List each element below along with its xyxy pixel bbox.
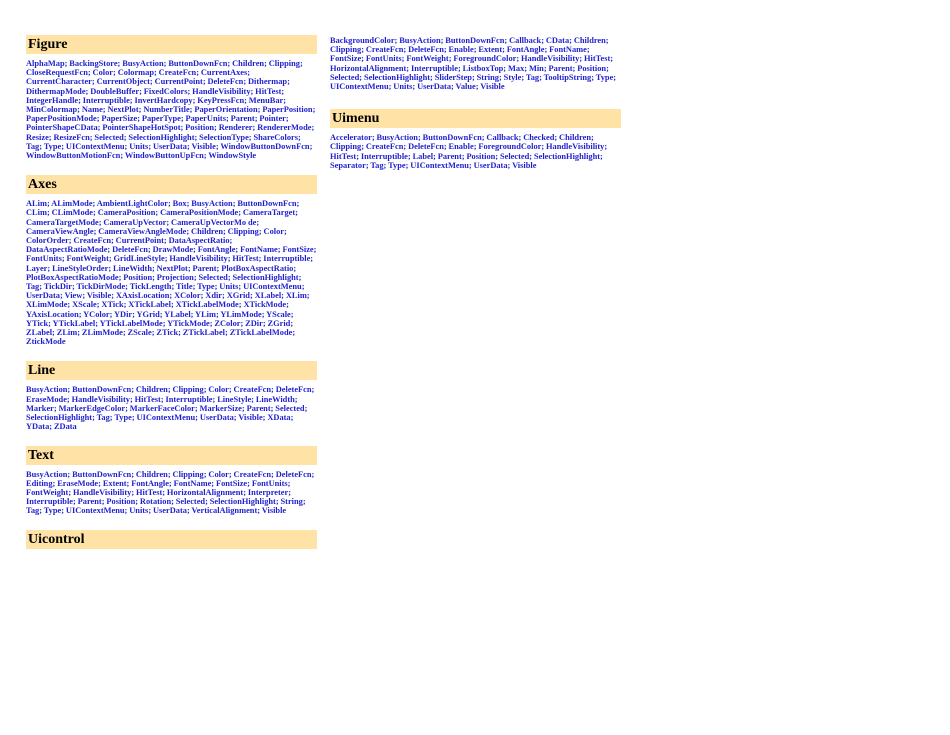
text-properties: BusyAction; ButtonDownFcn; Children; Clipping; Color; CreateFcn; DeleteFcn; Editing; EraseMode; Extent; FontAngle; FontName; FontSize; FontUnits; FontWeight; HandleVisibility; HitTest; HorizontalAlignment; Interpreter; Interruptible; Parent; Position; Rotation; Selected; SelectionHighlight; String; Tag; Type; UIContextMenu; Units; UserData; VerticalAlignment; Visible [26,469,315,516]
line-properties: BusyAction; ButtonDownFcn; Children; Clipping; Color; CreateFcn; DeleteFcn; EraseMode; HandleVisibility; HitTest; Interruptible; LineStyle; LineWidth; Marker; MarkerEdgeColor; MarkerFaceColor; MarkerSize; Parent; Selected; SelectionHighlight; Tag; Type; UIContextMenu; UserData; Visible; XData; YData; ZData [26,385,315,432]
figure-properties: AlphaMap; BackingStore; BusyAction; ButtonDownFcn; Children; Clipping; CloseRequestFcn; Color; Colormap; CreateFcn; CurrentAxes; CurrentCharacter; CurrentObject; CurrentPoint; DeleteFcn; Dithermap; DithermapMode; DoubleBuffer; FixedColors; HandleVisibility; HitTest; IntegerHandle; Interruptible; InvertHardcopy; KeyPressFcn; MenuBar; MinColormap; Name; NextPlot; NumberTitle; PaperOrientation; PaperPosition; PaperPositionMode; PaperSize; PaperType; PaperUnits; Parent; Pointer; PointerShapeCData; PointerShapeHotSpot; Position; Renderer; RendererMode; Resize; ResizeFcn; Selected; SelectionHighlight; SelectionType; ShareColors; Tag; Type; UIContextMenu; Units; UserData; Visible; WindowButtonDownFcn; WindowButtonMotionFcn; WindowButtonUpFcn; WindowStyle [26,59,316,161]
left-column [26,0,317,554]
uimenu-properties: Accelerator; BusyAction; ButtonDownFcn; Callback; Checked; Children; Clipping; CreateFcn; DeleteFcn; Enable; ForegroundColor; HandleVisibility; HitTest; Interruptible; Label; Parent; Position; Selected; SelectionHighlight; Separator; Tag; Type; UIContextMenu; UserData; Visible [330,133,608,170]
uicontrol-properties: BackgroundColor; BusyAction; ButtonDownFcn; Callback; CData; Children; Clipping; CreateFcn; DeleteFcn; Enable; Extent; FontAngle; FontName; FontSize; FontUnits; FontWeight; ForegroundColor; HandleVisibility; HitTest; HorizontalAlignment; Interruptible; ListboxTop; Max; Min; Parent; Position; Selected; SelectionHighlight; SliderStep; String; Style; Tag; TooltipString; Type; UIContextMenu; Units; UserData; Value; Visible [330,36,617,92]
uicontrol-section [26,530,317,549]
axes-section [26,175,317,346]
line-section [26,361,317,431]
uicontrol-heading: Uicontrol [26,530,317,549]
axes-properties: ALim; ALimMode; AmbientLightColor; Box; BusyAction; ButtonDownFcn; CLim; CLimMode; CameraPosition; CameraPositionMode; CameraTarget; CameraTargetMode; CameraUpVector; CameraUpVectorMo de; CameraViewAngle; CameraViewAngleMode; Children; Clipping; Color; ColorOrder; CreateFcn; CurrentPoint; DataAspectRatio; DataAspectRatioMode; DeleteFcn; DrawMode; FontAngle; FontName; FontSize; FontUnits; FontWeight; GridLineStyle; HandleVisibility; HitTest; Interruptible; Layer; LineStyleOrder; LineWidth; NextPlot; Parent; PlotBoxAspectRatio; PlotBoxAspectRatioMode; Position; Projection; Selected; SelectionHighlight; Tag; TickDir; TickDirMode; TickLength; Title; Type; Units; UIContextMenu; UserData; View; Visible; XAxisLocation; XColor; Xdir; XGrid; XLabel; XLim; XLimMode; XScale; XTick; XTickLabel; XTickLabelMode; XTickMode; YAxisLocation; YColor; YDir; YGrid; YLabel; YLim; YLimMode; YScale; YTick; YTickLabel; YTickLabelMode; YTickMode; ZColor; ZDir; ZGrid; ZLabel; ZLim; ZLimMode; ZScale; ZTick; ZTickLabel; ZTickLabelMode; ZtickMode [26,199,317,347]
figure-heading: Figure [26,35,317,54]
line-heading: Line [26,361,317,380]
right-column [330,0,621,170]
text-heading: Text [26,446,317,465]
figure-section [26,35,317,160]
uimenu-section [330,109,621,170]
text-section [26,446,317,516]
uicontrol-properties-section [330,36,621,91]
axes-heading: Axes [26,175,317,194]
uimenu-heading: Uimenu [330,109,621,128]
